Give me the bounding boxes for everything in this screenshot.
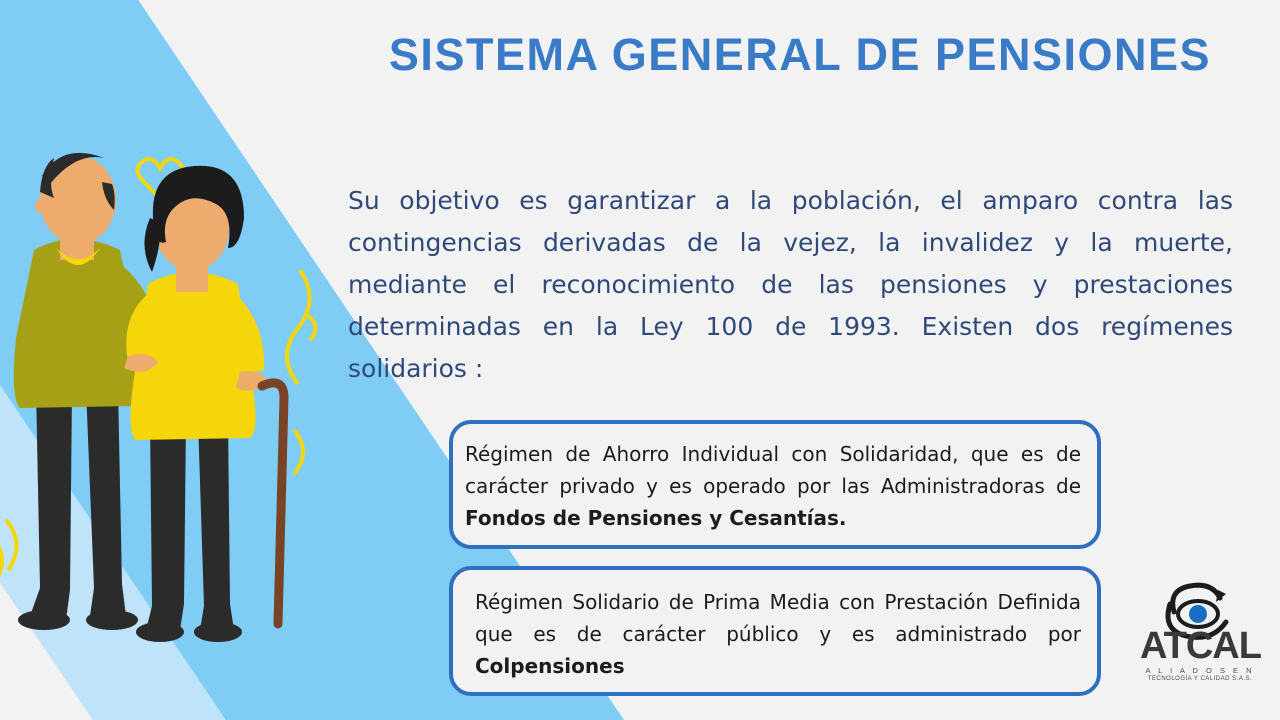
atcal-logo	[1140, 586, 1260, 706]
logo-name: ATCAL	[1140, 625, 1261, 667]
elderly-couple-illustration	[0, 120, 350, 660]
page-title: SISTEMA GENERAL DE PENSIONES	[388, 29, 1212, 80]
callout-2-text: Régimen Solidario de Prima Media con Prestación Definida que es de carácter público y es administrado por	[475, 590, 1081, 646]
callout-box-regimen-prima-media	[449, 566, 1101, 696]
logo-tagline-2: TECNOLOGÍA Y CALIDAD S.A.S.	[1147, 676, 1253, 682]
intro-paragraph: Su objetivo es garantizar a la población, el amparo contra las contingencias derivadas de la vejez, la invalidez y la muerte, mediante el reconocimiento de las pensiones y prestaciones determinadas en la Ley 100 de 1993. Existen dos regímenes solidarios :	[348, 186, 1233, 383]
woman-figure	[124, 166, 284, 642]
logo-tagline-1: A L I A D O S E N	[1145, 666, 1255, 675]
callout-2-highlight: Colpensiones	[475, 654, 625, 678]
swirl-decoration-left	[0, 520, 17, 584]
logo-wordmark	[1140, 627, 1260, 682]
callout-1-text: Régimen de Ahorro Individual con Solidaridad, que es de carácter privado y es operado por las Administradoras de	[465, 442, 1081, 498]
swirl-decoration	[287, 270, 316, 474]
callout-1-highlight: Fondos de Pensiones y Cesantías.	[465, 506, 847, 530]
cane-icon	[262, 383, 284, 624]
callout-box-regimen-ahorro-individual	[449, 420, 1101, 549]
